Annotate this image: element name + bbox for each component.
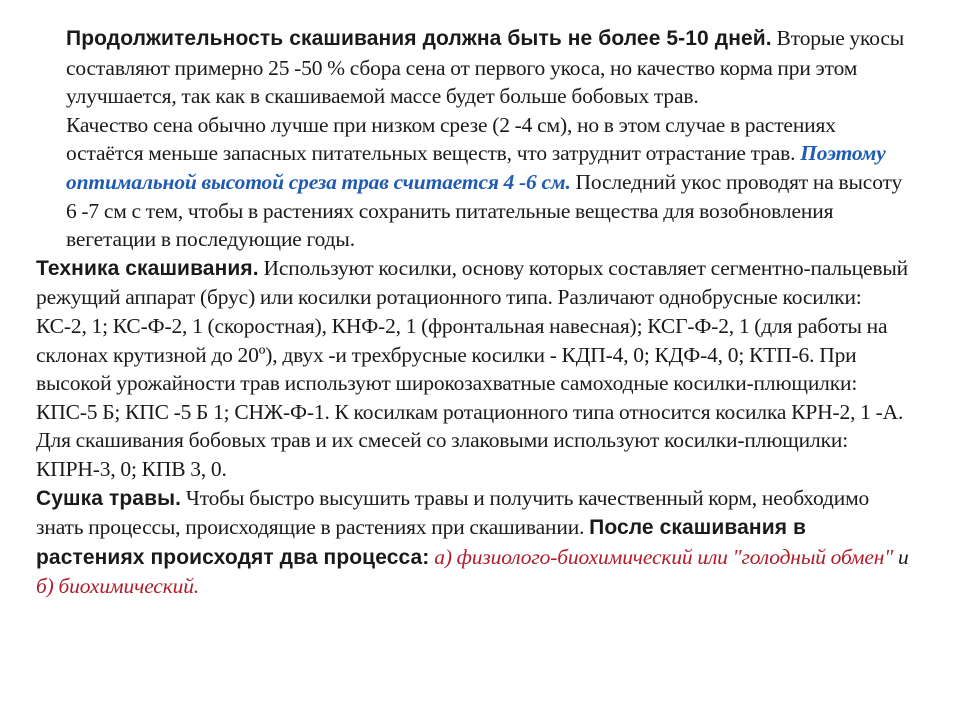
paragraph-grass-drying [36,484,916,601]
paragraph-mowing-duration [36,24,916,111]
process-a-label: а) физиолого-биохимический или "голодный обмен" [429,544,894,569]
paragraph-mowing-equipment [36,254,916,484]
heading-two-processes: После скашивания в растениях происходят два процесса: [36,516,807,569]
process-b-label: б) биохимический. [36,574,200,599]
paragraph-cutting-height [36,111,916,254]
text-second-cuttings: Вторые укосы составляют примерно 25 -50 % сбора сена от первого укоса, но качество корма при этом улучшается, так как в скашиваемой массе будет больше бобовых трав. [66,26,905,109]
heading-mowing-duration: Продолжительность скашивания должна быть не более 5-10 дней. [66,27,772,50]
conjunction-label: и [893,544,909,569]
optimal-cutting-height-highlight: Поэтому оптимальной высотой среза трав считается 4 -6 см. [66,141,886,194]
text-cutting-height-intro: Качество сена обычно лучше при низком срезе (2 -4 см), но в этом случае в растениях остаётся меньше запасных питательных веществ, что затруднит отрастание трав. [66,112,836,166]
text-last-cutting: Последний укос проводят на высоту 6 -7 см с тем, чтобы в растениях сохранить питательные вещества для возобновления вегетации в последующие годы. [66,169,903,252]
heading-mowing-equipment: Техника скашивания. [36,256,259,280]
text-mowers-list: Используют косилки, основу которых составляет сегментно-пальцевый режущий аппарат (брус) или косилки ротационного типа. Различают однобрусные косилки: КС-2, 1; КС-Ф-2, 1 (скоростная), КНФ-2, 1 (фронтальная навесная); КСГ-Ф-2, 1 (для работы на склонах крутизной до 20º), двух -и трехбрусные косилки - КДП-4, 0; КДФ-4, 0; КТП-6. При высокой урожайности трав используют широкозахватные самоходные косилки-плющилки: КПС-5 Б; КПС -5 Б 1; СНЖ-Ф-1. К косилкам ротационного типа относится косилка КРН-2, 1 -А. Для скашивания бобовых трав и их смесей со злаковыми используют косилки-плющилки: КПРН-3, 0; КПВ 3, 0. [36,255,909,481]
heading-grass-drying: Сушка травы. [36,486,182,510]
text-drying-intro: Чтобы быстро высушить травы и получить качественный корм, необходимо знать процессы, происходящие в растениях при скашивании. [36,485,870,540]
